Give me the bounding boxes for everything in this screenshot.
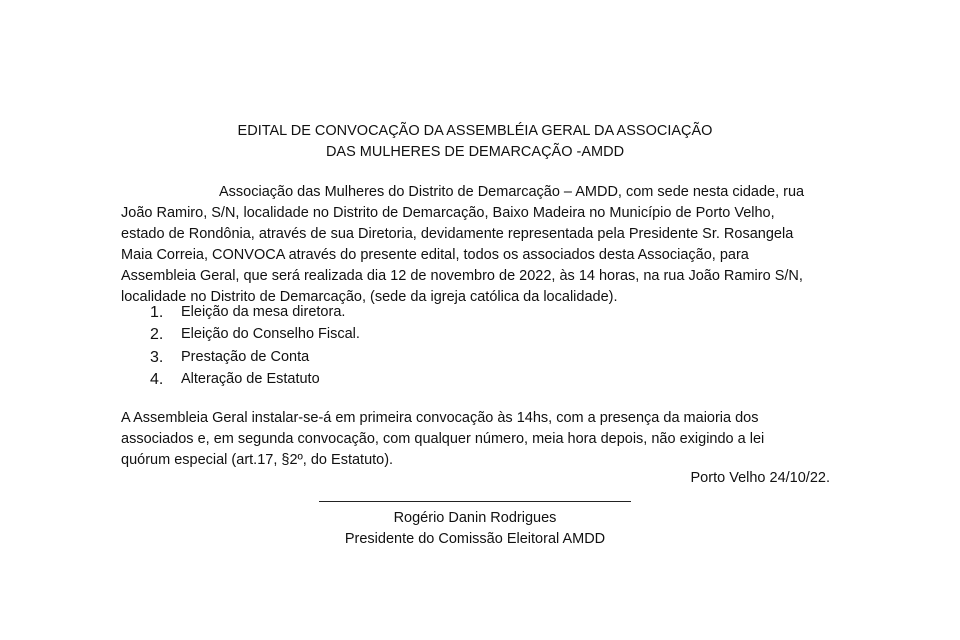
agenda-item bbox=[150, 346, 750, 369]
agenda-number: 4. bbox=[150, 371, 164, 389]
agenda-list bbox=[150, 301, 750, 391]
paragraph-line: estado de Rondônia, através de sua Diretoria, devidamente representada pela Presidente Sr. Rosangela bbox=[121, 226, 794, 242]
place-date: Porto Velho 24/10/22. bbox=[690, 470, 830, 486]
closing-line: A Assembleia Geral instalar-se-á em primeira convocação às 14hs, com a presença da maioria dos bbox=[121, 410, 759, 426]
signature-line bbox=[319, 501, 631, 502]
agenda-number: 3. bbox=[150, 348, 164, 366]
closing-line: quórum especial (art.17, §2º, do Estatuto). bbox=[121, 452, 394, 468]
agenda-text: Eleição da mesa diretora. bbox=[181, 303, 346, 320]
paragraph-line: Assembleia Geral, que será realizada dia 12 de novembro de 2022, às 14 horas, na rua João Ramiro S/N, bbox=[121, 268, 803, 284]
agenda-number: 2. bbox=[150, 326, 164, 344]
closing-line: associados e, em segunda convocação, com qualquer número, meia hora depois, não exigindo a lei bbox=[121, 431, 765, 447]
agenda-text: Prestação de Conta bbox=[181, 348, 310, 365]
paragraph-line: João Ramiro, S/N, localidade no Distrito de Demarcação, Baixo Madeira no Município de Porto Velho, bbox=[121, 205, 775, 221]
paragraph-line: Maia Correia, CONVOCA através do presente edital, todos os associados desta Associação, para bbox=[121, 247, 749, 263]
agenda-item bbox=[150, 301, 750, 324]
agenda-text: Eleição do Conselho Fiscal. bbox=[181, 326, 360, 343]
paragraph-line: Associação das Mulheres do Distrito de Demarcação – AMDD, com sede nesta cidade, rua bbox=[219, 184, 805, 200]
signature-block bbox=[320, 508, 630, 550]
agenda-item bbox=[150, 369, 750, 392]
agenda-item bbox=[150, 324, 750, 347]
paragraph-line: localidade no Distrito de Demarcação, (sede da igreja católica da localidade). bbox=[121, 289, 618, 305]
convocation-paragraph bbox=[121, 182, 841, 308]
agenda-text: Alteração de Estatuto bbox=[181, 371, 320, 388]
closing-paragraph bbox=[121, 408, 841, 471]
agenda-number: 1. bbox=[150, 303, 164, 321]
title-line-2: DAS MULHERES DE DEMARCAÇÃO -AMDD bbox=[325, 144, 625, 160]
signer-role: Presidente do Comissão Eleitoral AMDD bbox=[344, 531, 606, 547]
document-title bbox=[120, 121, 830, 163]
signer-name: Rogério Danin Rodrigues bbox=[393, 510, 557, 526]
title-line-1: EDITAL DE CONVOCAÇÃO DA ASSEMBLÉIA GERAL DA ASSOCIAÇÃO bbox=[237, 123, 713, 139]
